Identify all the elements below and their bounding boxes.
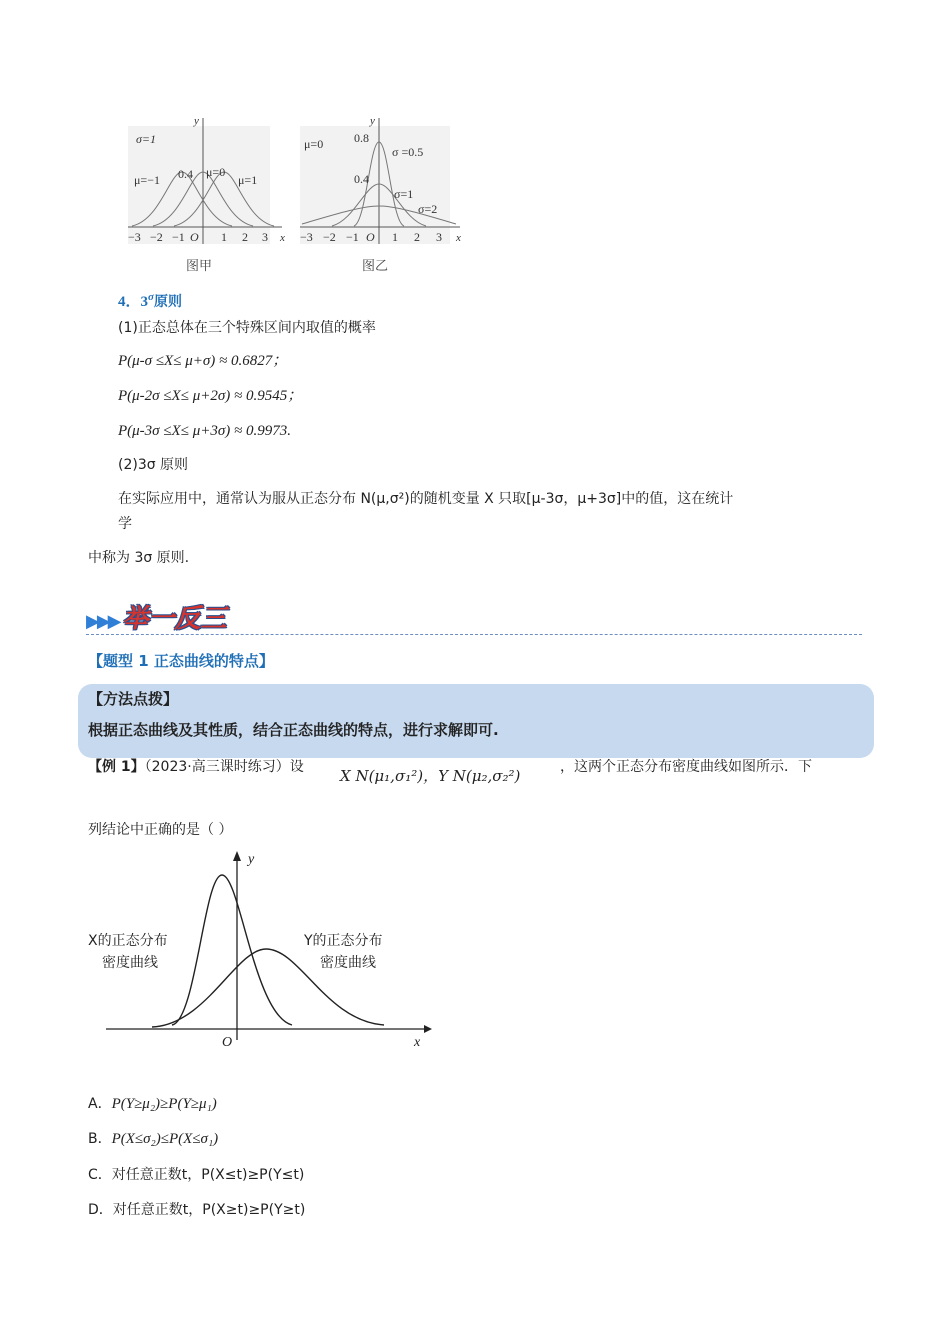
x-axis-label: x (280, 232, 285, 244)
mu-1-label: μ=1 (238, 173, 258, 187)
x-axis-label: x (456, 232, 461, 244)
figure-yi-caption: 图乙 (362, 259, 389, 274)
probability-1-sigma: P(μ-σ ≤X≤ μ+σ) ≈ 0.6827； (118, 353, 288, 369)
tick-3: 3 (262, 230, 268, 244)
tick-3: 3 (436, 230, 442, 244)
option-b[interactable] (88, 1128, 218, 1148)
tick-neg1: −1 (346, 230, 359, 244)
example-label: 【例 1】 (88, 759, 145, 775)
x-curve-label-2: 密度曲线 (102, 955, 158, 971)
example-1-line-1 (88, 757, 304, 777)
banner-divider (86, 634, 862, 635)
rule-paragraph-line-2: 学 (118, 516, 132, 532)
y-axis-label: y (194, 115, 199, 127)
banner-arrows: ▶▶▶ (86, 611, 119, 632)
example-1-line-2: 列结论中正确的是（ ） (88, 822, 233, 838)
x-curve-label-1: X的正态分布 (88, 933, 168, 949)
tick-1: 1 (221, 230, 227, 244)
heading-number: 4．3 (118, 294, 149, 310)
option-d-key: D． (88, 1202, 113, 1218)
peak-08-label: 0.8 (354, 131, 369, 145)
rule-paragraph-line-1: 在实际应用中，通常认为服从正态分布 N(μ,σ²)的随机变量 X 只取[μ-3σ，μ+3σ]中的值，这在统计 (118, 491, 734, 507)
subsection-2: (2)3σ 原则 (118, 457, 189, 473)
tick-origin: O (190, 230, 199, 244)
sigma-label: σ=1 (136, 132, 157, 146)
peak-04-label: 0.4 (354, 172, 369, 186)
banner-text: 举一反三 (122, 604, 227, 634)
tick-1: 1 (392, 230, 398, 244)
tick-origin: O (366, 230, 375, 244)
tick-neg3: −3 (300, 230, 313, 244)
option-b-key: B． (88, 1131, 112, 1147)
subsection-1: (1)正态总体在三个特殊区间内取值的概率 (118, 320, 376, 336)
rule-paragraph-line-3: 中称为 3σ 原则. (88, 550, 190, 566)
section-4-heading (118, 290, 182, 311)
option-d[interactable] (88, 1199, 305, 1219)
tick-neg2: −2 (150, 230, 163, 244)
option-d-text: 对任意正数t，P(X≥t)≥P(Y≥t) (112, 1202, 306, 1218)
option-b-text: P(X≤σ₂)≤P(X≤σ₁) (111, 1131, 219, 1147)
option-c-key: C． (88, 1167, 112, 1183)
y-axis-label: y (248, 852, 255, 867)
example-math: X N(μ₁,σ₁²)，Y N(μ₂,σ₂²) (340, 767, 521, 785)
option-c-text: 对任意正数t，P(X≤t)≥P(Y≤t) (111, 1167, 305, 1183)
example-source: （2023·高三课时练习）设 (144, 759, 304, 775)
option-c[interactable] (88, 1164, 304, 1184)
section-banner (86, 598, 227, 635)
probability-3-sigma: P(μ-3σ ≤X≤ μ+3σ) ≈ 0.9973. (118, 423, 291, 439)
sigma-05-label: σ =0.5 (392, 145, 424, 159)
y-axis-arrow (233, 851, 241, 861)
problem-type-title: 【题型 1 正态曲线的特点】 (88, 652, 274, 670)
tick-neg3: −3 (128, 230, 141, 244)
peak-label: 0.4 (178, 167, 193, 181)
mu-label: μ=0 (304, 137, 324, 151)
x-axis-label: x (414, 1035, 421, 1050)
y-curve-label-1: Y的正态分布 (304, 933, 383, 949)
heading-text: 原则 (153, 294, 182, 310)
mu-0-label: μ=0 (206, 165, 226, 179)
figure-yi (296, 110, 468, 280)
origin-label: O (222, 1035, 233, 1050)
tick-2: 2 (414, 230, 420, 244)
method-title: 【方法点拨】 (88, 690, 179, 708)
probability-2-sigma: P(μ-2σ ≤X≤ μ+2σ) ≈ 0.9545； (118, 388, 303, 404)
x-axis-arrow (424, 1025, 432, 1033)
tick-neg1: −1 (172, 230, 185, 244)
figure-jia (120, 110, 290, 280)
option-a-key: A． (88, 1096, 112, 1112)
option-a-text: P(Y≥μ₂)≥P(Y≥μ₁) (111, 1096, 217, 1112)
sigma-2-label: σ=2 (418, 202, 438, 216)
option-a[interactable] (88, 1093, 217, 1113)
heading-sigma: σ (148, 291, 154, 303)
method-body: 根据正态曲线及其性质，结合正态曲线的特点，进行求解即可. (88, 721, 499, 739)
tick-2: 2 (242, 230, 248, 244)
example-1-line-1-end: ，这两个正态分布密度曲线如图所示．下 (560, 759, 812, 775)
figure-jia-caption: 图甲 (186, 259, 213, 274)
y-axis-label: y (370, 115, 375, 127)
y-curve-label-2: 密度曲线 (320, 955, 376, 971)
sigma-1-label: σ=1 (394, 187, 414, 201)
example-figure (86, 845, 436, 1055)
mu-neg1-label: μ=−1 (134, 173, 160, 187)
tick-neg2: −2 (323, 230, 336, 244)
